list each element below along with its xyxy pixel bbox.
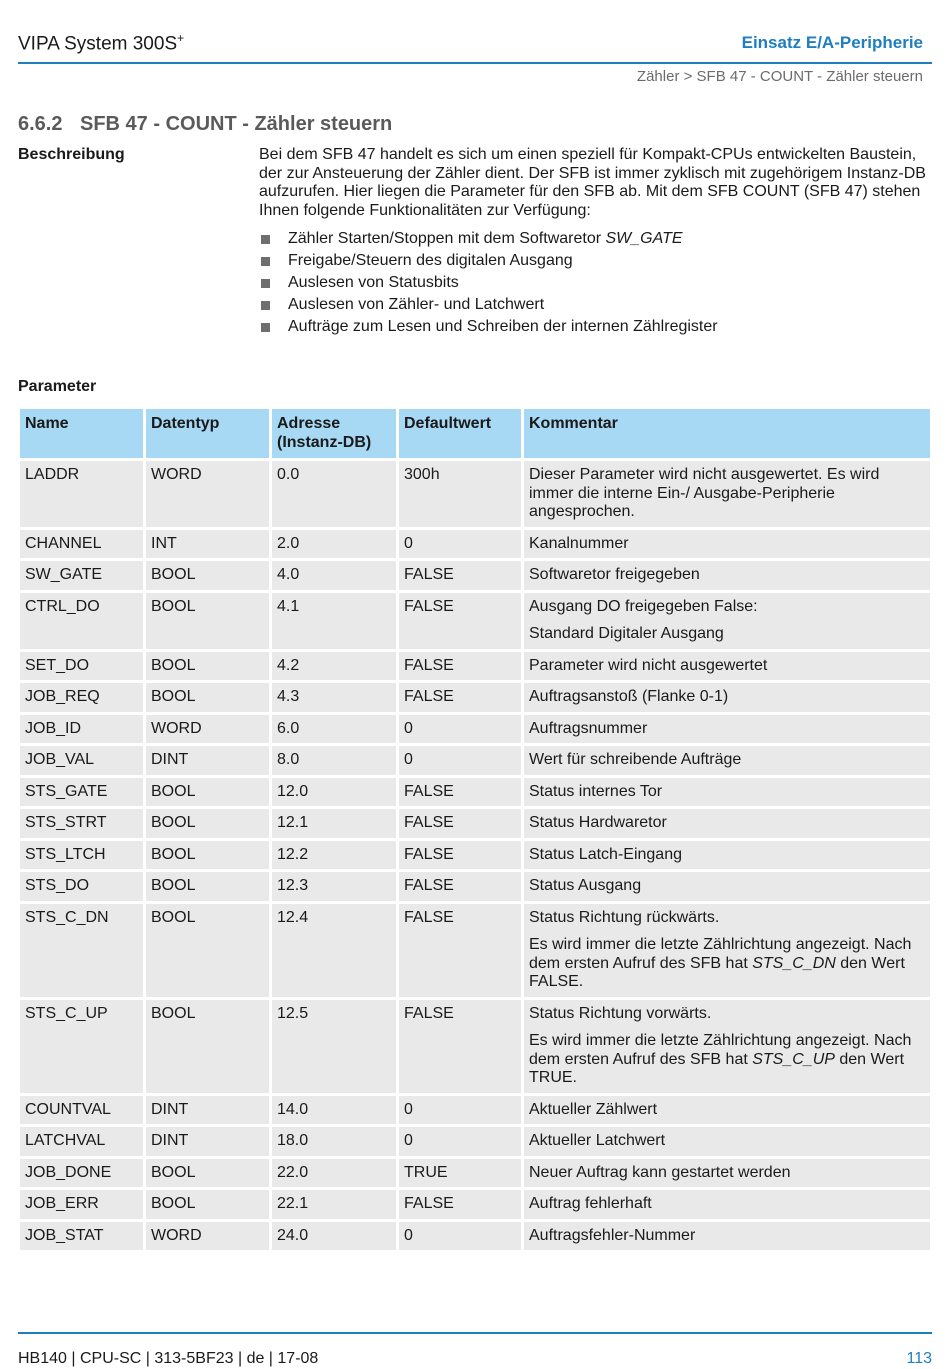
description-label: Beschreibung: [18, 146, 125, 163]
section-title: [18, 113, 392, 136]
cell-name: JOB_REQ: [20, 683, 143, 712]
cell-address: 22.0: [272, 1159, 396, 1188]
cell-datatype: BOOL: [146, 593, 269, 649]
table-row: [20, 841, 930, 870]
cell-address: 12.4: [272, 904, 396, 997]
comment-emphasis: STS_C_DN: [752, 954, 836, 972]
cell-comment: [524, 872, 930, 901]
cell-comment: [524, 683, 930, 712]
cell-datatype: WORD: [146, 715, 269, 744]
list-item-text: Freigabe/Steuern des digitalen Ausgang: [288, 252, 573, 269]
comment-text: Auftragsnummer: [529, 719, 648, 737]
table-row: [20, 778, 930, 807]
list-item: [259, 296, 718, 318]
cell-name: SW_GATE: [20, 561, 143, 590]
table-row: [20, 1127, 930, 1156]
header-rule: [18, 62, 932, 64]
footer-rule: [18, 1332, 932, 1334]
comment-text: Aktueller Zählwert: [529, 1100, 658, 1118]
table-row: [20, 1000, 930, 1093]
comment-emphasis: STS_C_UP: [752, 1050, 835, 1068]
comment-paragraph: [529, 720, 924, 739]
header-chapter: Einsatz E/A-Peripherie: [741, 33, 923, 52]
comment-paragraph: [529, 1164, 924, 1183]
comment-text: Kanalnummer: [529, 534, 629, 552]
cell-default: FALSE: [399, 872, 521, 901]
cell-name: JOB_DONE: [20, 1159, 143, 1188]
section-title-text: SFB 47 - COUNT - Zähler steuern: [80, 113, 393, 135]
comment-text: Status Latch-Eingang: [529, 845, 682, 863]
col-header-name: Name: [20, 409, 143, 458]
cell-address: 24.0: [272, 1222, 396, 1251]
list-item: [259, 252, 718, 274]
breadcrumb: Zähler > SFB 47 - COUNT - Zähler steuern: [636, 68, 923, 85]
cell-comment: [524, 809, 930, 838]
cell-datatype: BOOL: [146, 561, 269, 590]
cell-datatype: BOOL: [146, 652, 269, 681]
table-row: [20, 1190, 930, 1219]
col-header-comment: Kommentar: [524, 409, 930, 458]
cell-default: FALSE: [399, 683, 521, 712]
cell-default: FALSE: [399, 652, 521, 681]
cell-address: 18.0: [272, 1127, 396, 1156]
cell-name: JOB_ERR: [20, 1190, 143, 1219]
comment-text: Auftragsanstoß (Flanke 0-1): [529, 688, 729, 705]
cell-address: 12.2: [272, 841, 396, 870]
cell-address: 6.0: [272, 715, 396, 744]
table-row: [20, 461, 930, 527]
list-item: [259, 274, 718, 296]
comment-text: Es wird immer die letzte Zählrichtung angezeigt. Nach dem ersten Aufruf des SFB hat: [529, 1032, 912, 1068]
cell-datatype: BOOL: [146, 778, 269, 807]
comment-text: den Wert FALSE.: [529, 954, 905, 990]
cell-comment: [524, 561, 930, 590]
cell-datatype: BOOL: [146, 1190, 269, 1219]
comment-paragraph: [529, 1032, 924, 1088]
cell-default: 0: [399, 530, 521, 559]
cell-comment: [524, 461, 930, 527]
square-bullet-icon: [261, 235, 270, 244]
table-row: [20, 561, 930, 590]
table-row: [20, 904, 930, 997]
cell-comment: [524, 715, 930, 744]
cell-name: SET_DO: [20, 652, 143, 681]
table-row: [20, 652, 930, 681]
cell-comment: [524, 841, 930, 870]
cell-datatype: BOOL: [146, 809, 269, 838]
list-item: [259, 230, 718, 252]
cell-name: CHANNEL: [20, 530, 143, 559]
cell-default: 300h: [399, 461, 521, 527]
table-row: [20, 683, 930, 712]
cell-comment: [524, 1159, 930, 1188]
product-name: VIPA System 300S: [18, 33, 178, 55]
cell-name: STS_LTCH: [20, 841, 143, 870]
cell-default: 0: [399, 1127, 521, 1156]
comment-paragraph: [529, 1195, 924, 1214]
comment-text: Ausgang DO freigegeben False:: [529, 597, 758, 615]
table-row: [20, 593, 930, 649]
cell-name: STS_GATE: [20, 778, 143, 807]
table-row: [20, 809, 930, 838]
cell-name: STS_C_UP: [20, 1000, 143, 1093]
cell-name: JOB_VAL: [20, 746, 143, 775]
cell-datatype: DINT: [146, 1127, 269, 1156]
comment-text: Status Richtung rückwärts.: [529, 908, 720, 926]
cell-comment: [524, 1000, 930, 1093]
comment-paragraph: [529, 535, 924, 554]
cell-comment: [524, 1096, 930, 1125]
list-item: [259, 318, 718, 340]
cell-datatype: DINT: [146, 746, 269, 775]
list-item-text: Aufträge zum Lesen und Schreiben der internen Zählregister: [288, 318, 718, 335]
cell-comment: [524, 1222, 930, 1251]
cell-comment: [524, 904, 930, 997]
comment-paragraph: [529, 566, 924, 585]
table-row: [20, 872, 930, 901]
cell-comment: [524, 593, 930, 649]
page-number: 113: [906, 1350, 932, 1367]
cell-default: TRUE: [399, 1159, 521, 1188]
cell-address: 2.0: [272, 530, 396, 559]
cell-address: 0.0: [272, 461, 396, 527]
table-row: [20, 715, 930, 744]
comment-text: Status Richtung vorwärts.: [529, 1004, 712, 1022]
comment-text: Auftrag fehlerhaft: [529, 1195, 652, 1212]
cell-address: 12.3: [272, 872, 396, 901]
comment-text: Auftragsfehler-Nummer: [529, 1226, 696, 1244]
cell-comment: [524, 652, 930, 681]
comment-paragraph: [529, 598, 924, 617]
col-header-default: Defaultwert: [399, 409, 521, 458]
comment-paragraph: [529, 846, 924, 865]
cell-comment: [524, 746, 930, 775]
description-text: Bei dem SFB 47 handelt es sich um einen speziell für Kompakt-CPUs entwickelten Baustein, der zur Ansteuerung der Zähler dient. Der SFB ist immer zyklisch mit zugehörigem Instanz-DB aufzurufen. Hier liegen die Parameter für den SFB ab. Mit dem SFB COUNT (SFB 47) stehen Ihnen folgende Funktionalitäten zur Verfügung:: [259, 146, 926, 219]
cell-address: 14.0: [272, 1096, 396, 1125]
cell-default: 0: [399, 1222, 521, 1251]
list-item-emphasis: SW_GATE: [605, 230, 683, 247]
square-bullet-icon: [261, 257, 270, 266]
parameter-table: [17, 406, 933, 1253]
comment-text: Wert für schreibende Aufträge: [529, 751, 742, 768]
cell-datatype: BOOL: [146, 904, 269, 997]
square-bullet-icon: [261, 279, 270, 288]
cell-address: 8.0: [272, 746, 396, 775]
col-header-address: Adresse (Instanz-DB): [272, 409, 396, 458]
cell-name: JOB_STAT: [20, 1222, 143, 1251]
table-row: [20, 530, 930, 559]
cell-name: JOB_ID: [20, 715, 143, 744]
table-row: [20, 1222, 930, 1251]
comment-text: Neuer Auftrag kann gestartet werden: [529, 1163, 791, 1181]
comment-paragraph: [529, 936, 924, 992]
comment-paragraph: [529, 877, 924, 896]
product-superscript: +: [177, 31, 185, 45]
cell-datatype: WORD: [146, 461, 269, 527]
cell-default: FALSE: [399, 1000, 521, 1093]
feature-list: [259, 230, 718, 340]
cell-datatype: BOOL: [146, 872, 269, 901]
comment-paragraph: [529, 783, 924, 802]
footer-doc-info: HB140 | CPU-SC | 313-5BF23 | de | 17-08: [18, 1350, 319, 1367]
cell-datatype: BOOL: [146, 683, 269, 712]
cell-address: 4.0: [272, 561, 396, 590]
comment-paragraph: [529, 688, 924, 707]
comment-text: Es wird immer die letzte Zählrichtung angezeigt. Nach dem ersten Aufruf des SFB hat: [529, 936, 912, 972]
cell-default: FALSE: [399, 1190, 521, 1219]
cell-name: STS_STRT: [20, 809, 143, 838]
parameter-label: Parameter: [18, 378, 97, 395]
comment-text: Dieser Parameter wird nicht ausgewertet. Es wird immer die interne Ein-/ Ausgabe-Peripherie angesprochen.: [529, 466, 880, 520]
section-number: 6.6.2: [18, 113, 63, 135]
list-item-text: Zähler Starten/Stoppen mit dem Softwaretor: [288, 230, 606, 247]
cell-comment: [524, 530, 930, 559]
comment-paragraph: [529, 909, 924, 928]
comment-text: Parameter wird nicht ausgewertet: [529, 656, 768, 674]
cell-address: 12.5: [272, 1000, 396, 1093]
comment-paragraph: [529, 751, 924, 770]
comment-paragraph: [529, 1101, 924, 1120]
comment-text: Standard Digitaler Ausgang: [529, 625, 724, 642]
cell-datatype: DINT: [146, 1096, 269, 1125]
cell-default: 0: [399, 746, 521, 775]
cell-default: FALSE: [399, 561, 521, 590]
comment-paragraph: [529, 657, 924, 676]
cell-default: FALSE: [399, 778, 521, 807]
cell-address: 22.1: [272, 1190, 396, 1219]
cell-name: CTRL_DO: [20, 593, 143, 649]
cell-default: FALSE: [399, 593, 521, 649]
cell-datatype: BOOL: [146, 1000, 269, 1093]
cell-datatype: WORD: [146, 1222, 269, 1251]
cell-address: 12.1: [272, 809, 396, 838]
comment-text: Softwaretor freigegeben: [529, 566, 700, 583]
comment-text: Aktueller Latchwert: [529, 1132, 666, 1149]
cell-default: FALSE: [399, 841, 521, 870]
square-bullet-icon: [261, 301, 270, 310]
table-row: [20, 746, 930, 775]
comment-paragraph: [529, 625, 924, 644]
comment-paragraph: [529, 466, 924, 522]
comment-text: Status Hardwaretor: [529, 814, 667, 831]
comment-paragraph: [529, 1227, 924, 1246]
cell-default: 0: [399, 715, 521, 744]
cell-datatype: BOOL: [146, 1159, 269, 1188]
cell-default: 0: [399, 1096, 521, 1125]
cell-default: FALSE: [399, 904, 521, 997]
table-header-row: [20, 409, 930, 458]
cell-datatype: BOOL: [146, 841, 269, 870]
cell-default: FALSE: [399, 809, 521, 838]
cell-address: 4.2: [272, 652, 396, 681]
table-row: [20, 1096, 930, 1125]
comment-text: Status internes Tor: [529, 782, 663, 800]
cell-comment: [524, 1190, 930, 1219]
cell-address: 4.3: [272, 683, 396, 712]
comment-paragraph: [529, 1005, 924, 1024]
square-bullet-icon: [261, 323, 270, 332]
cell-name: STS_DO: [20, 872, 143, 901]
cell-name: COUNTVAL: [20, 1096, 143, 1125]
cell-name: LADDR: [20, 461, 143, 527]
cell-address: 12.0: [272, 778, 396, 807]
comment-paragraph: [529, 1132, 924, 1151]
list-item-text: Auslesen von Statusbits: [288, 274, 459, 291]
table-row: [20, 1159, 930, 1188]
cell-datatype: INT: [146, 530, 269, 559]
cell-name: LATCHVAL: [20, 1127, 143, 1156]
cell-comment: [524, 1127, 930, 1156]
list-item-text: Auslesen von Zähler- und Latchwert: [288, 296, 545, 313]
comment-paragraph: [529, 814, 924, 833]
col-header-datatype: Datentyp: [146, 409, 269, 458]
comment-text: den Wert TRUE.: [529, 1050, 905, 1086]
cell-address: 4.1: [272, 593, 396, 649]
cell-comment: [524, 778, 930, 807]
comment-text: Status Ausgang: [529, 877, 642, 894]
cell-name: STS_C_DN: [20, 904, 143, 997]
header-product: [18, 31, 184, 55]
